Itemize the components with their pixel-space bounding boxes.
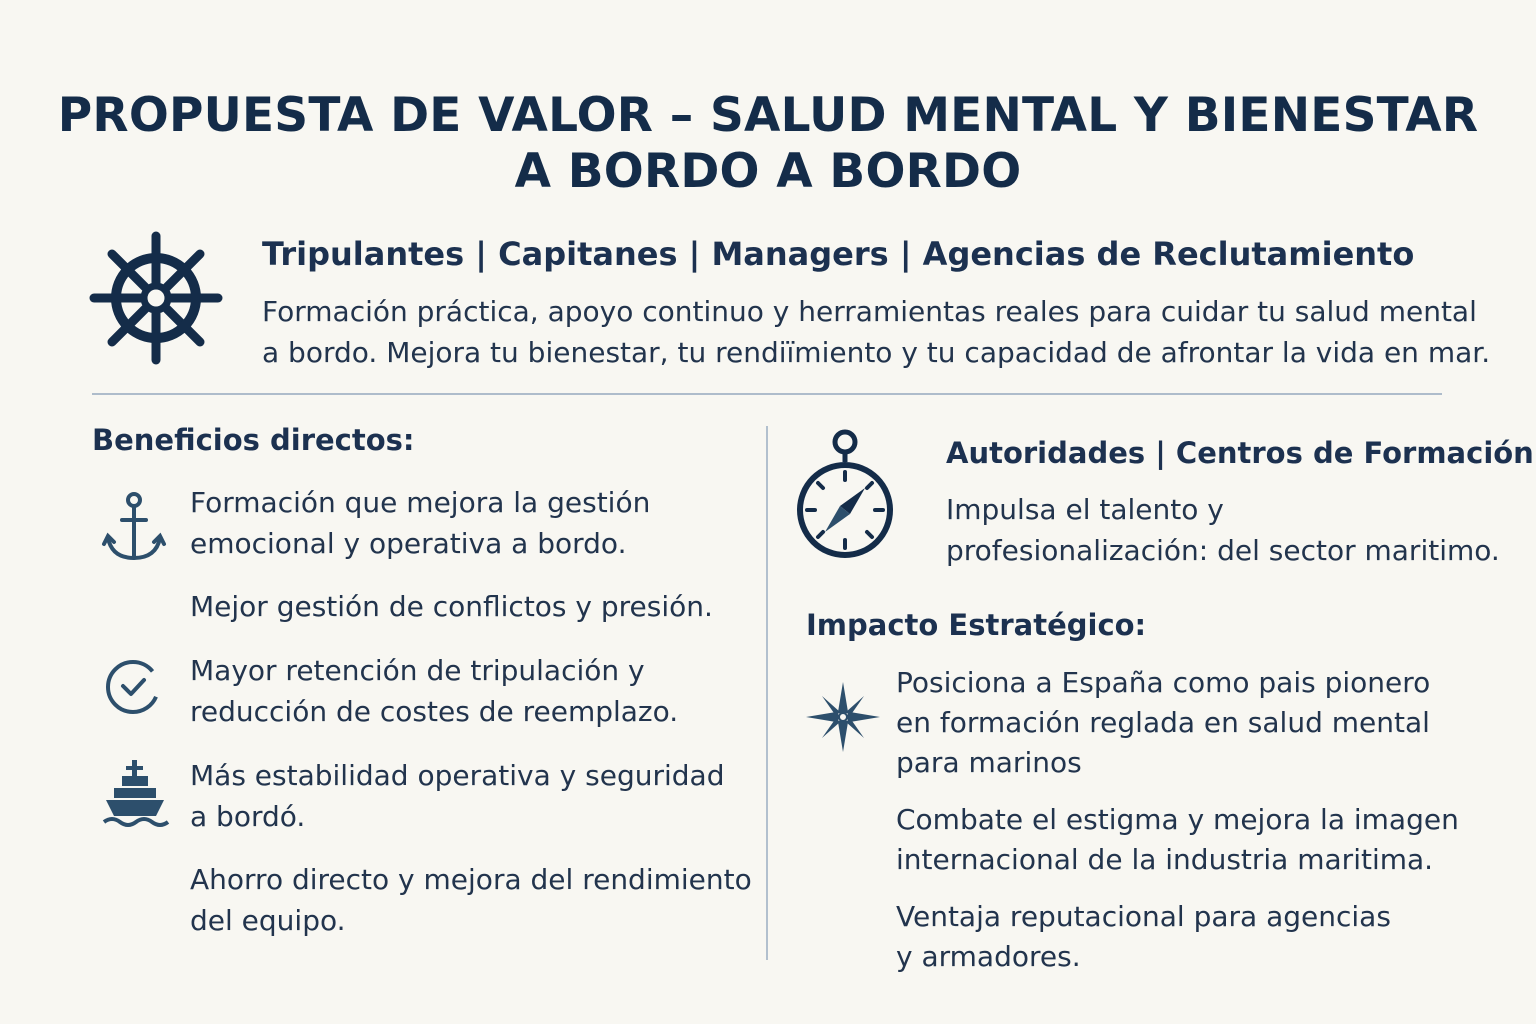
impact-2-line-2: internacional de la industria maritima. [896,843,1434,876]
impact-3-line-1: Ventaja reputacional para agencias [896,900,1391,933]
impact-1-line-3: para marinos [896,746,1082,779]
impact-1-line-2: en formación reglada en salud mental [896,706,1430,739]
authorities-line-2: profesionalización: del sector maritimo. [946,534,1500,567]
audience-description-line-2: a bordo. Mejora tu bienestar, tu rendiïmiento y tu capacidad de afrontar la vida en mar. [262,336,1491,369]
anchor-icon [104,492,164,564]
benefit-3-line-2: reducción de costes de reemplazo. [190,695,679,728]
horizontal-divider [92,393,1442,395]
benefit-3-line-1: Mayor retención de tripulación y [190,654,645,687]
benefit-2: Mejor gestión de conflictos y presión. [190,590,713,623]
benefit-5-line-2: del equipo. [190,904,346,937]
impact-1-line-1: Posiciona a España como pais pionero [896,666,1431,699]
benefit-4-line-2: a bordó. [190,800,306,833]
impact-3-line-2: y armadores. [896,940,1081,973]
benefit-1-line-2: emocional y operativa a bordo. [190,527,627,560]
audience-heading: Tripulantes | Capitanes | Managers | Agencias de Reclutamiento [262,235,1415,273]
benefit-1-line-1: Formación que mejora la gestión [190,486,651,519]
ship-icon [102,758,168,828]
page-title-line-1: PROPUESTA DE VALOR – SALUD MENTAL Y BIENESTAR [57,88,1479,143]
compass-rose-icon [806,682,880,752]
circle-check-icon [104,658,162,716]
audience-description-line-1: Formación práctica, apoyo continuo y herramientas reales para cuidar tu salud mental [262,295,1477,328]
impact-2-line-1: Combate el estigma y mejora la imagen [896,803,1459,836]
authorities-heading: Autoridades | Centros de Formación [946,436,1534,470]
compass-icon [795,430,895,560]
vertical-divider [766,426,768,960]
page-title-line-2: A BORDO A BORDO [514,144,1022,199]
benefit-4-line-1: Más estabilidad operativa y seguridad [190,759,725,792]
authorities-line-1: Impulsa el talento y [946,493,1224,526]
benefits-heading: Beneficios directos: [92,423,415,457]
impact-heading: Impacto Estratégico: [806,608,1147,642]
benefit-5-line-1: Ahorro directo y mejora del rendimiento [190,863,752,896]
ship-wheel-icon [90,232,222,364]
